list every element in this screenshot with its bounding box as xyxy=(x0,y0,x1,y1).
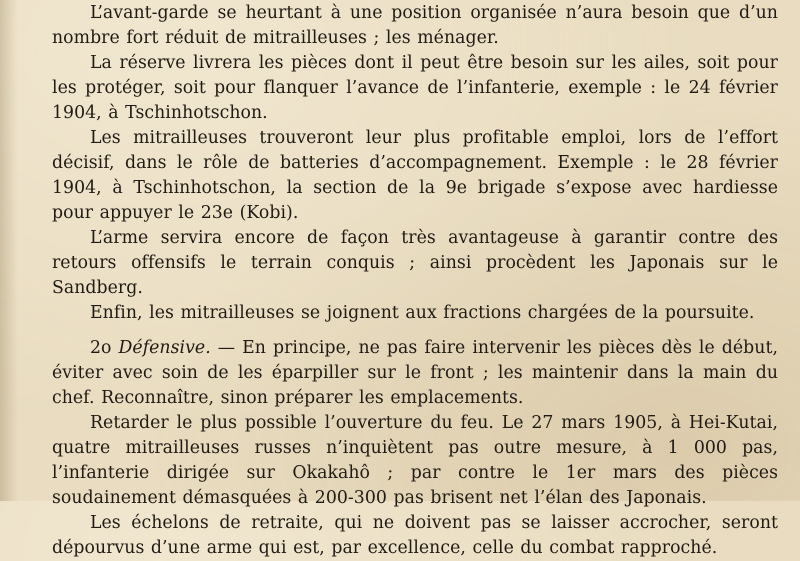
paragraph-retours-offensifs: L’arme servira encore de façon très avantageuse à garantir contre des retours offensifs le terrain conquis ; ainsi procèdent les Japonais sur le Sandberg. xyxy=(52,228,778,298)
paragraph-avant-garde: L’avant-garde se heurtant à une position organisée n’aura besoin que d’un nombre fort réduit de mitrailleuses ; les ménager. xyxy=(52,3,778,48)
paragraph-ouverture-du-feu: Retarder le plus possible l’ouverture du feu. Le 27 mars 1905, à Hei-Kutai, quatre mitrailleuses russes n’inquiètent pas outre mesure, à 1 000 pas, l’infanterie dirigée sur Okakahô ; par contre le 1er mars des pièces soudainement démasquées à 200-300 pas brisent net l’élan des Japonais. xyxy=(52,413,778,508)
paragraph-effort-decisif: Les mitrailleuses trouveront leur plus profitable emploi, lors de l’effort décisif, dans le rôle de batteries d’accompagnement. Exemple : le 28 février 1904, à Tschinhotschon, la section de la 9e brigade s’expose avec hardiesse pour appuyer le 23e (Kobi). xyxy=(52,128,778,223)
paragraph-defensive-body: — En principe, ne pas faire intervenir les pièces dès le début, éviter avec soin de les éparpiller sur le front ; les maintenir dans la main du chef. Reconnaître, sinon préparer les emplacements. xyxy=(52,338,778,408)
page-spine-shadow xyxy=(0,0,18,501)
paragraph-echelons-retraite: Les échelons de retraite, qui ne doivent pas se laisser accrocher, seront dépourvus d’une arme qui est, par excellence, celle du combat rapproché. xyxy=(52,513,778,558)
section-heading-defensive: Défensive. xyxy=(118,338,211,358)
page-text-block xyxy=(52,0,778,561)
section-number: 2o xyxy=(90,338,112,358)
paragraph-poursuite: Enfin, les mitrailleuses se joignent aux fractions chargées de la poursuite. xyxy=(90,303,755,323)
paragraph-reserve: La réserve livrera les pièces dont il peut être besoin sur les ailes, soit pour les protéger, soit pour flanquer l’avance de l’infanterie, exemple : le 24 février 1904, à Tschinhotschon. xyxy=(52,53,778,123)
paragraph-defensive xyxy=(52,336,778,411)
